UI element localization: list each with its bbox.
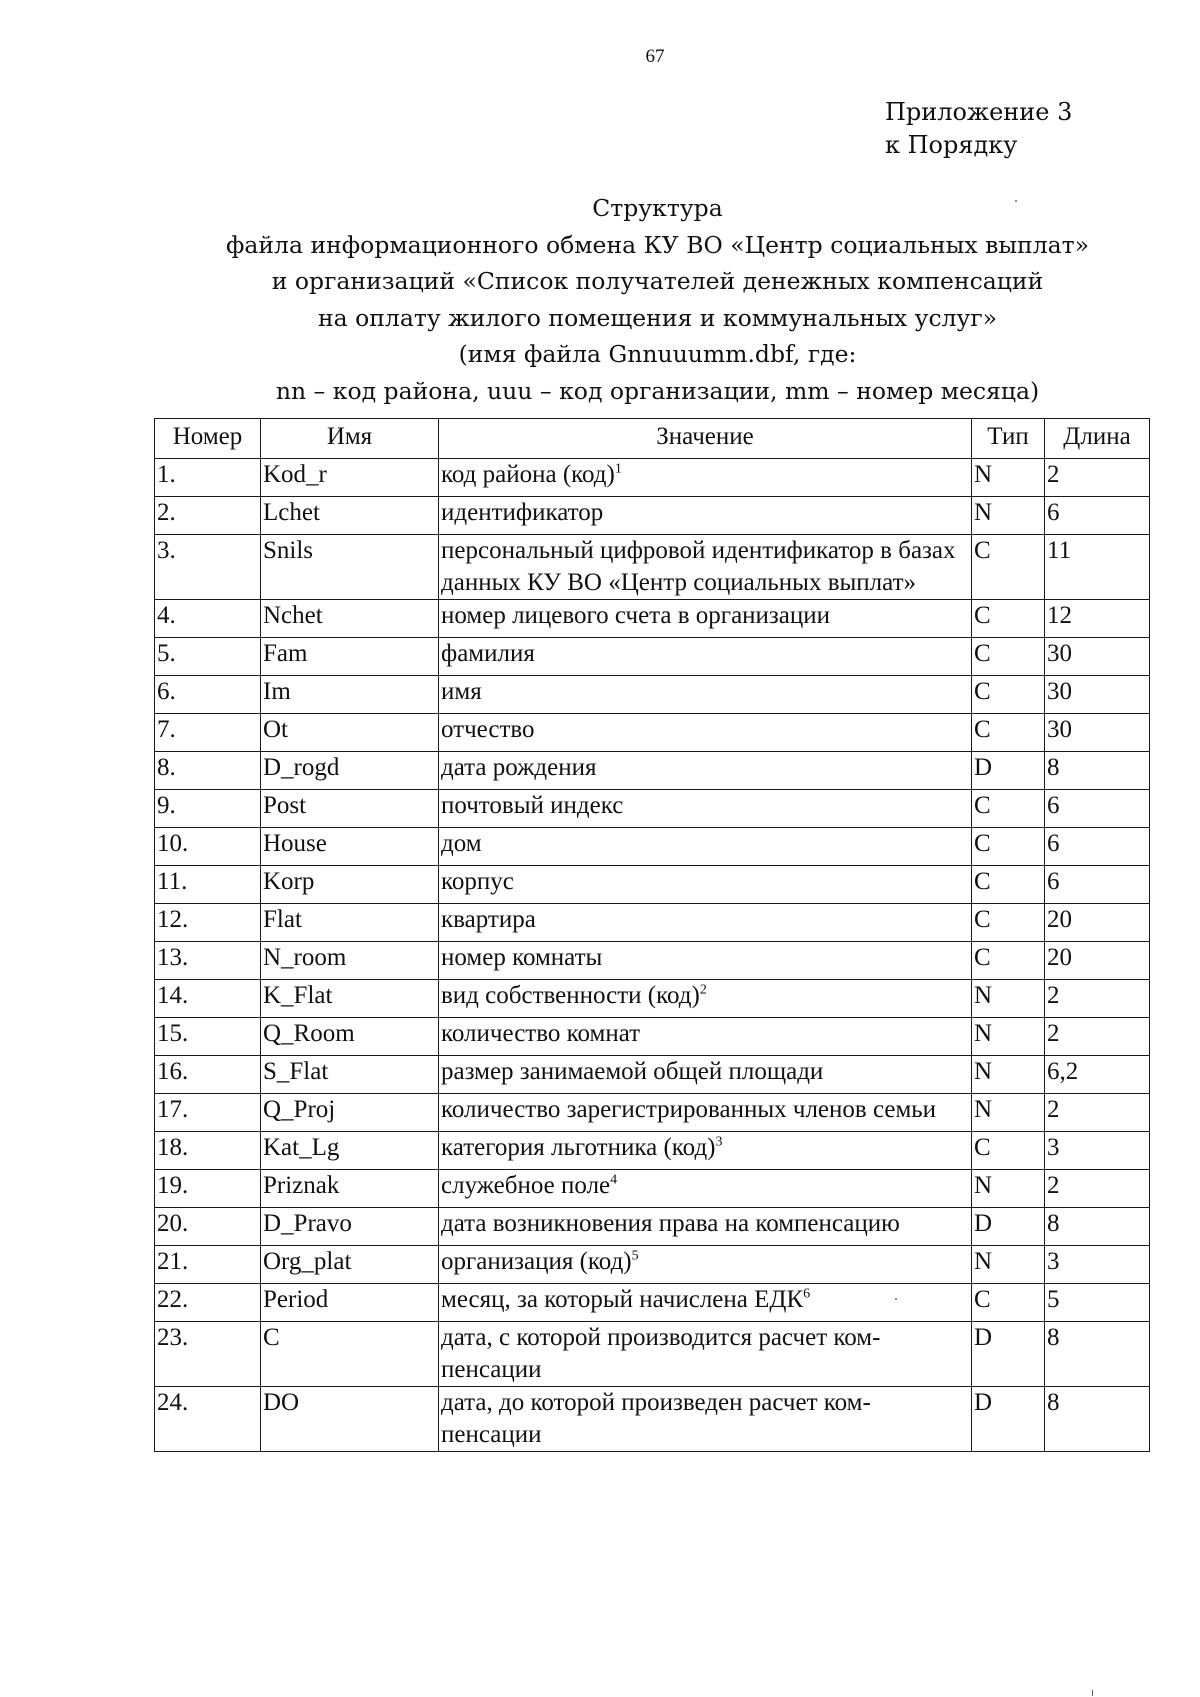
cell-name: Q_Room: [261, 1018, 439, 1056]
cell-type: C: [972, 1132, 1045, 1170]
table-row: [155, 1322, 1150, 1387]
cell-name: Kod_r: [261, 459, 439, 497]
header-type: Тип: [972, 419, 1045, 459]
cell-number: 7.: [155, 714, 261, 752]
cell-value: [439, 980, 972, 1018]
cell-length: 6: [1045, 866, 1150, 904]
cell-type: D: [972, 752, 1045, 790]
cell-number: 5.: [155, 638, 261, 676]
value-text: дата, до которой произведен расчет ком-пенсации: [441, 1389, 871, 1448]
cell-name: House: [261, 828, 439, 866]
file-structure-table: [154, 418, 1150, 1452]
cell-number: 14.: [155, 980, 261, 1018]
cell-type: C: [972, 676, 1045, 714]
table-row: [155, 1018, 1150, 1056]
table-row: [155, 942, 1150, 980]
cell-value: [439, 600, 972, 638]
cell-type: D: [972, 1208, 1045, 1246]
cell-value: [439, 459, 972, 497]
cell-name: D_Pravo: [261, 1208, 439, 1246]
footnote-mark: 4: [610, 1172, 618, 1188]
table-row: [155, 600, 1150, 638]
cell-name: Post: [261, 790, 439, 828]
cell-name: Snils: [261, 535, 439, 600]
value-text: служебное поле: [441, 1172, 611, 1199]
cell-length: 8: [1045, 1387, 1150, 1452]
cell-name: Org_plat: [261, 1246, 439, 1284]
cell-type: C: [972, 942, 1045, 980]
table-row: [155, 535, 1150, 600]
cell-number: 2.: [155, 497, 261, 535]
cell-length: 20: [1045, 942, 1150, 980]
cell-name: Nchet: [261, 600, 439, 638]
value-text: категория льготника (код): [441, 1134, 716, 1161]
cell-length: 6: [1045, 497, 1150, 535]
cell-number: 12.: [155, 904, 261, 942]
cell-length: 2: [1045, 459, 1150, 497]
cell-name: Period: [261, 1284, 439, 1322]
cell-name: Lchet: [261, 497, 439, 535]
cell-value: [439, 1284, 972, 1322]
cell-name: Im: [261, 676, 439, 714]
heading-line-4: на оплату жилого помещения и коммунальных услуг»: [317, 303, 998, 332]
cell-number: 24.: [155, 1387, 261, 1452]
appendix-line-1: Приложение 3: [885, 98, 1073, 126]
cell-number: 6.: [155, 676, 261, 714]
cell-value: [439, 638, 972, 676]
cell-length: 20: [1045, 904, 1150, 942]
header-value: Значение: [439, 419, 972, 459]
scan-speck: [1092, 1690, 1093, 1696]
table-row: [155, 1170, 1150, 1208]
cell-name: Fam: [261, 638, 439, 676]
value-text: почтовый индекс: [441, 792, 624, 819]
table-row: [155, 1387, 1150, 1452]
cell-value: [439, 1208, 972, 1246]
value-text: количество зарегистрированных членов семьи: [441, 1096, 937, 1123]
heading-line-6: nn – код района, uuu – код организации, mm – номер месяца): [275, 376, 1040, 405]
value-text: месяц, за который начислена ЕДК: [441, 1286, 804, 1313]
cell-number: 1.: [155, 459, 261, 497]
cell-value: [439, 535, 972, 600]
cell-type: N: [972, 1246, 1045, 1284]
cell-type: C: [972, 638, 1045, 676]
cell-type: N: [972, 1170, 1045, 1208]
heading-line-5: (имя файла Gnnuuumm.dbf, где:: [458, 340, 857, 368]
cell-name: DO: [261, 1387, 439, 1452]
cell-number: 4.: [155, 600, 261, 638]
table-row: [155, 1284, 1150, 1322]
cell-length: 8: [1045, 752, 1150, 790]
cell-value: [439, 1056, 972, 1094]
table-row: [155, 459, 1150, 497]
cell-type: D: [972, 1322, 1045, 1387]
cell-length: 8: [1045, 1208, 1150, 1246]
cell-name: N_room: [261, 942, 439, 980]
cell-name: C: [261, 1322, 439, 1387]
cell-length: 2: [1045, 1018, 1150, 1056]
header-name: Имя: [261, 419, 439, 459]
cell-name: D_rogd: [261, 752, 439, 790]
appendix-line-2: к Порядку: [885, 131, 1018, 159]
heading-line-3: и организаций «Список получателей денежных компенсаций: [271, 267, 1044, 295]
cell-value: [439, 1170, 972, 1208]
appendix-caption: [885, 96, 1072, 162]
cell-length: 3: [1045, 1132, 1150, 1170]
cell-name: Kat_Lg: [261, 1132, 439, 1170]
cell-number: 15.: [155, 1018, 261, 1056]
cell-number: 18.: [155, 1132, 261, 1170]
cell-type: C: [972, 828, 1045, 866]
cell-number: 16.: [155, 1056, 261, 1094]
heading-line-1: Структура: [592, 194, 723, 222]
value-text: номер лицевого счета в организации: [441, 602, 831, 629]
footnote-mark: 6: [803, 1286, 811, 1302]
footnote-mark: 1: [614, 461, 622, 477]
scan-speck: [895, 1298, 897, 1300]
header-length: Длина: [1045, 419, 1150, 459]
value-text: организация (код): [441, 1248, 632, 1275]
cell-value: [439, 790, 972, 828]
cell-value: [439, 828, 972, 866]
cell-length: 3: [1045, 1246, 1150, 1284]
cell-number: 19.: [155, 1170, 261, 1208]
cell-number: 3.: [155, 535, 261, 600]
value-text: имя: [441, 678, 482, 705]
value-text: фамилия: [441, 640, 535, 667]
page-number: 67: [645, 46, 665, 67]
cell-value: [439, 676, 972, 714]
cell-value: [439, 1246, 972, 1284]
value-text: количество комнат: [441, 1020, 641, 1047]
value-text: персональный цифровой идентификатор в базах данных КУ ВО «Центр социальных выплат»: [441, 537, 956, 596]
footnote-mark: 5: [631, 1248, 639, 1264]
value-text: квартира: [441, 906, 536, 933]
cell-name: S_Flat: [261, 1056, 439, 1094]
cell-value: [439, 714, 972, 752]
value-text: корпус: [441, 868, 514, 895]
cell-name: Flat: [261, 904, 439, 942]
cell-number: 10.: [155, 828, 261, 866]
cell-number: 13.: [155, 942, 261, 980]
cell-type: N: [972, 459, 1045, 497]
table-row: [155, 828, 1150, 866]
cell-number: 8.: [155, 752, 261, 790]
cell-number: 21.: [155, 1246, 261, 1284]
footnote-mark: 3: [715, 1134, 723, 1150]
table-row: [155, 980, 1150, 1018]
value-text: дата рождения: [441, 754, 597, 781]
cell-length: 30: [1045, 714, 1150, 752]
table-row: [155, 1132, 1150, 1170]
value-text: код района (код): [441, 461, 615, 488]
cell-number: 22.: [155, 1284, 261, 1322]
cell-type: C: [972, 866, 1045, 904]
value-text: размер занимаемой общей площади: [441, 1058, 824, 1085]
value-text: отчество: [441, 716, 535, 743]
table-row: [155, 790, 1150, 828]
header-number: Номер: [155, 419, 261, 459]
cell-type: C: [972, 790, 1045, 828]
table-header-row: [155, 419, 1150, 459]
cell-length: 30: [1045, 676, 1150, 714]
cell-type: N: [972, 497, 1045, 535]
cell-value: [439, 1132, 972, 1170]
cell-name: Priznak: [261, 1170, 439, 1208]
value-text: номер комнаты: [441, 944, 603, 971]
table-row: [155, 866, 1150, 904]
table-row: [155, 752, 1150, 790]
table-row: [155, 1208, 1150, 1246]
cell-type: C: [972, 600, 1045, 638]
cell-value: [439, 1018, 972, 1056]
cell-length: 6: [1045, 790, 1150, 828]
cell-value: [439, 1094, 972, 1132]
cell-type: N: [972, 1094, 1045, 1132]
value-text: вид собственности (код): [441, 982, 700, 1009]
cell-type: N: [972, 1018, 1045, 1056]
table-body: [155, 459, 1150, 1452]
cell-type: N: [972, 1056, 1045, 1094]
cell-name: K_Flat: [261, 980, 439, 1018]
cell-length: 8: [1045, 1322, 1150, 1387]
cell-number: 20.: [155, 1208, 261, 1246]
cell-number: 11.: [155, 866, 261, 904]
document-heading: [120, 190, 1195, 409]
table-row: [155, 714, 1150, 752]
value-text: дата, с которой производится расчет ком-пенсации: [441, 1324, 881, 1383]
cell-value: [439, 866, 972, 904]
table-row: [155, 676, 1150, 714]
cell-type: C: [972, 714, 1045, 752]
cell-value: [439, 752, 972, 790]
cell-length: 6: [1045, 828, 1150, 866]
cell-length: 11: [1045, 535, 1150, 600]
cell-type: C: [972, 904, 1045, 942]
cell-length: 2: [1045, 1170, 1150, 1208]
cell-type: N: [972, 980, 1045, 1018]
cell-name: Ot: [261, 714, 439, 752]
cell-value: [439, 904, 972, 942]
cell-type: C: [972, 535, 1045, 600]
table-row: [155, 638, 1150, 676]
value-text: идентификатор: [441, 499, 604, 526]
scan-speck: [1015, 200, 1017, 202]
value-text: дата возникновения права на компенсацию: [441, 1210, 900, 1237]
cell-name: Q_Proj: [261, 1094, 439, 1132]
cell-type: D: [972, 1387, 1045, 1452]
table-row: [155, 904, 1150, 942]
table-row: [155, 1056, 1150, 1094]
cell-number: 17.: [155, 1094, 261, 1132]
cell-value: [439, 497, 972, 535]
cell-number: 9.: [155, 790, 261, 828]
cell-length: 5: [1045, 1284, 1150, 1322]
table-row: [155, 497, 1150, 535]
value-text: дом: [441, 830, 482, 857]
cell-name: Korp: [261, 866, 439, 904]
cell-value: [439, 942, 972, 980]
cell-length: 2: [1045, 1094, 1150, 1132]
cell-length: 30: [1045, 638, 1150, 676]
cell-value: [439, 1387, 972, 1452]
heading-line-2: файла информационного обмена КУ ВО «Центр социальных выплат»: [225, 230, 1090, 259]
cell-length: 6,2: [1045, 1056, 1150, 1094]
table-row: [155, 1246, 1150, 1284]
table-row: [155, 1094, 1150, 1132]
cell-number: 23.: [155, 1322, 261, 1387]
cell-type: C: [972, 1284, 1045, 1322]
footnote-mark: 2: [699, 982, 707, 998]
cell-length: 12: [1045, 600, 1150, 638]
cell-value: [439, 1322, 972, 1387]
cell-length: 2: [1045, 980, 1150, 1018]
